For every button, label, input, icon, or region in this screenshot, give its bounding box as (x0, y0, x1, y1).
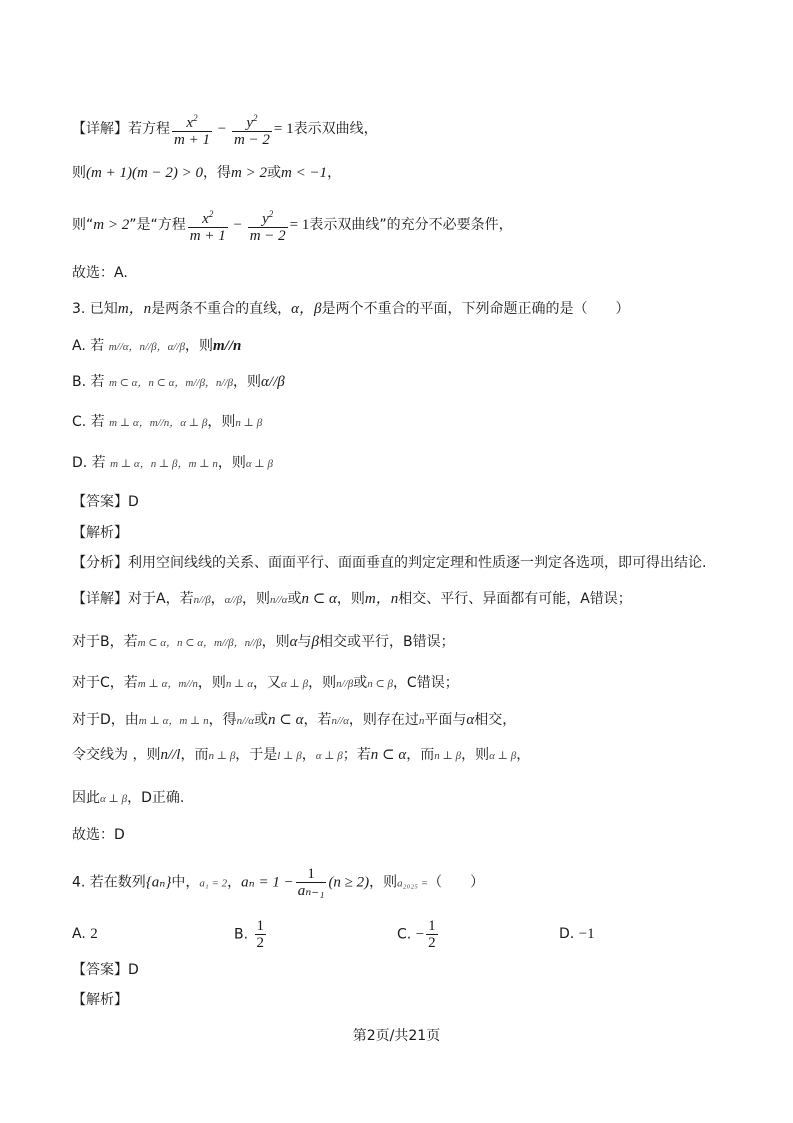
detail-tag: 【详解】 (72, 121, 128, 137)
question-4-options (72, 918, 712, 954)
selection-d: 故选：D (72, 827, 125, 843)
detail-d-conclusion: 因此α ⊥ β，D正确. (72, 790, 185, 806)
selection-a: 故选：A. (72, 265, 128, 281)
detail-line-2: 则(m + 1)(m − 2) > 0，得m > 2或m < −1， (72, 165, 342, 181)
option-b: B. 若 m ⊂ α，n ⊂ α，m//β，n//β，则α//β (72, 374, 285, 390)
q4-option-c: C. − $\frac{1}{2}$ (397, 918, 436, 951)
q4-option-a: A. 2 (72, 926, 98, 942)
detail-d: 对于D，由m ⊥ α，m ⊥ n，得n//α或n ⊂ α，若n//α，则存在过n平面与α相交， (72, 712, 517, 728)
option-c: C. 若 m ⊥ α，m//n，α ⊥ β，则n ⊥ β (72, 414, 263, 430)
fraction-y: $\frac{y^2}{m - 2}$ (232, 110, 272, 148)
q4-option-b: B. $\frac{1}{2}$ (234, 918, 265, 951)
analysis-3: 【分析】利用空间线线的关系、面面平行、面面垂直的判定定理和性质逐一判定各选项，即可得出结论. (72, 555, 707, 571)
q4-option-d: D. −1 (559, 926, 595, 942)
question-3: 3. 已知m，n是两条不重合的直线，α，β是两个不重合的平面，下列命题正确的是（ ） (72, 301, 630, 317)
fraction-recurrence: $\frac{1}{\text{aₙ₋₁}}$ (297, 866, 325, 899)
answer-3: 【答案】D (72, 494, 139, 510)
analysis-label-4: 【解析】 (72, 992, 128, 1008)
detail-d-cont: 令交线为 ，则n//l，而n ⊥ β，于是l ⊥ β，α ⊥ β；若n ⊂ α，而n ⊥ β，则α ⊥ β， (72, 747, 531, 763)
page-footer: 第2页/共21页 (352, 1028, 441, 1044)
detail-b: 对于B，若m ⊂ α，n ⊂ α，m//β，n//β，则α与β相交或平行，B错误； (72, 634, 455, 650)
detail-line-1: 【详解】若方程 $\frac{x^2}{m + 1}$ − $\frac{y^2}{m - 2}$ = 1表示双曲线， (72, 110, 378, 148)
analysis-label-3: 【解析】 (72, 525, 128, 541)
detail-c: 对于C，若m ⊥ α，m//n，则n ⊥ α，又α ⊥ β，则n//β或n ⊂ β，C错误； (72, 675, 459, 691)
option-d: D. 若 m ⊥ α，n ⊥ β，m ⊥ n，则α ⊥ β (72, 455, 273, 471)
fraction-x: $\frac{x^2}{m + 1}$ (172, 110, 212, 148)
answer-4: 【答案】D (72, 962, 139, 978)
detail-line-3: 则“m > 2”是“方程 $\frac{x^2}{m + 1}$ − $\frac{y^2}{m - 2}$ = 1表示双曲线”的充分不必要条件， (72, 206, 513, 244)
detail-a: 【详解】对于A，若n//β，α//β，则n//α或n ⊂ α，则m，n相交、平行、异面都有可能，A错误； (72, 591, 632, 607)
option-a: A. 若 m//α，n//β，α//β，则m//n (72, 338, 242, 354)
question-4: 4. 若在数列{aₙ}中，a₁ = 2，aₙ = 1 − $\frac{1}{\text{aₙ₋₁}}$ (n ≥ 2)，则a₂₀₂₅ =（ ） (72, 866, 485, 899)
